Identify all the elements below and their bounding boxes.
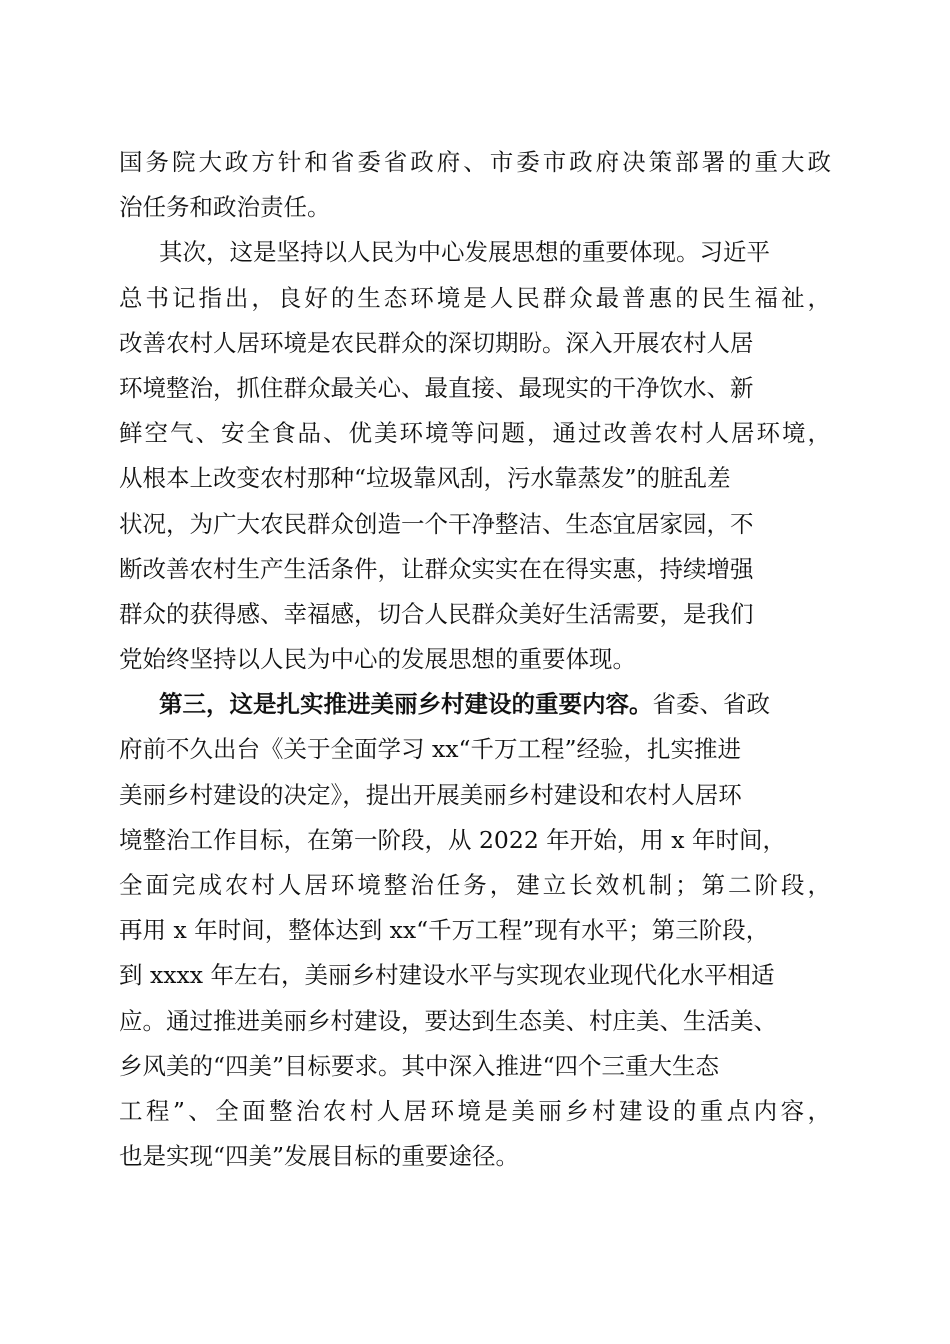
paragraph-line: 从根本上改变农村那种“垃圾靠风刮，污水靠蒸发”的脏乱差 [119, 464, 731, 493]
paragraph-line: 总书记指出，良好的生态环境是人民群众最普惠的民生福祉， [119, 283, 831, 312]
paragraph-line: 再用 x 年时间，整体达到 xx“千万工程”现有水平；第三阶段， [119, 916, 770, 945]
paragraph-line: 鲜空气、安全食品、优美环境等问题，通过改善农村人居环境， [119, 419, 831, 448]
paragraph-line: 断改善农村生产生活条件，让群众实实在在得实惠，持续增强 [119, 554, 754, 583]
paragraph-line: 党始终坚持以人民为中心的发展思想的重要体现。 [119, 645, 636, 674]
paragraph-line: 府前不久出台《关于全面学习 xx“千万工程”经验，扎实推进 [119, 735, 742, 764]
document-body [119, 140, 831, 1179]
paragraph-line: 也是实现“四美”发展目标的重要途径。 [119, 1142, 520, 1171]
paragraph-line: 群众的获得感、幸福感，切合人民群众美好生活需要，是我们 [119, 599, 754, 628]
paragraph-line: 境整治工作目标，在第一阶段，从 2022 年开始，用 x 年时间， [119, 825, 786, 854]
paragraph-line: 国务院大政方针和省委省政府、市委市政府决策部署的重大政 [119, 148, 831, 176]
paragraph-line: 工程”、全面整治农村人居环境是美丽乡村建设的重点内容， [119, 1096, 831, 1125]
paragraph-lead-line [119, 682, 831, 727]
paragraph-line: 到 xxxx 年左右，美丽乡村建设水平与实现农业现代化水平相适 [119, 961, 775, 990]
paragraph-line: 治任务和政治责任。 [119, 193, 331, 222]
paragraph-line: 改善农村人居环境是农民群众的深切期盼。深入开展农村人居 [119, 328, 754, 357]
paragraph-line: 其次，这是坚持以人民为中心发展思想的重要体现。习近平 [159, 238, 770, 267]
paragraph-lead-rest: 省委、省政 [652, 690, 770, 719]
paragraph-line: 全面完成农村人居环境整治任务，建立长效机制；第二阶段， [119, 871, 831, 899]
paragraph-line: 环境整治，抓住群众最关心、最直接、最现实的干净饮水、新 [119, 373, 754, 402]
paragraph-line: 美丽乡村建设的决定》，提出开展美丽乡村建设和农村人居环 [119, 780, 742, 809]
paragraph-line: 状况，为广大农民群众创造一个干净整洁、生态宜居家园，不 [119, 509, 754, 538]
paragraph-line: 乡风美的“四美”目标要求。其中深入推进“四个三重大生态 [119, 1051, 720, 1080]
paragraph-lead-sentence: 第三，这是扎实推进美丽乡村建设的重要内容。 [159, 690, 653, 719]
paragraph-line: 应。通过推进美丽乡村建设，要达到生态美、村庄美、生活美、 [119, 1006, 777, 1035]
